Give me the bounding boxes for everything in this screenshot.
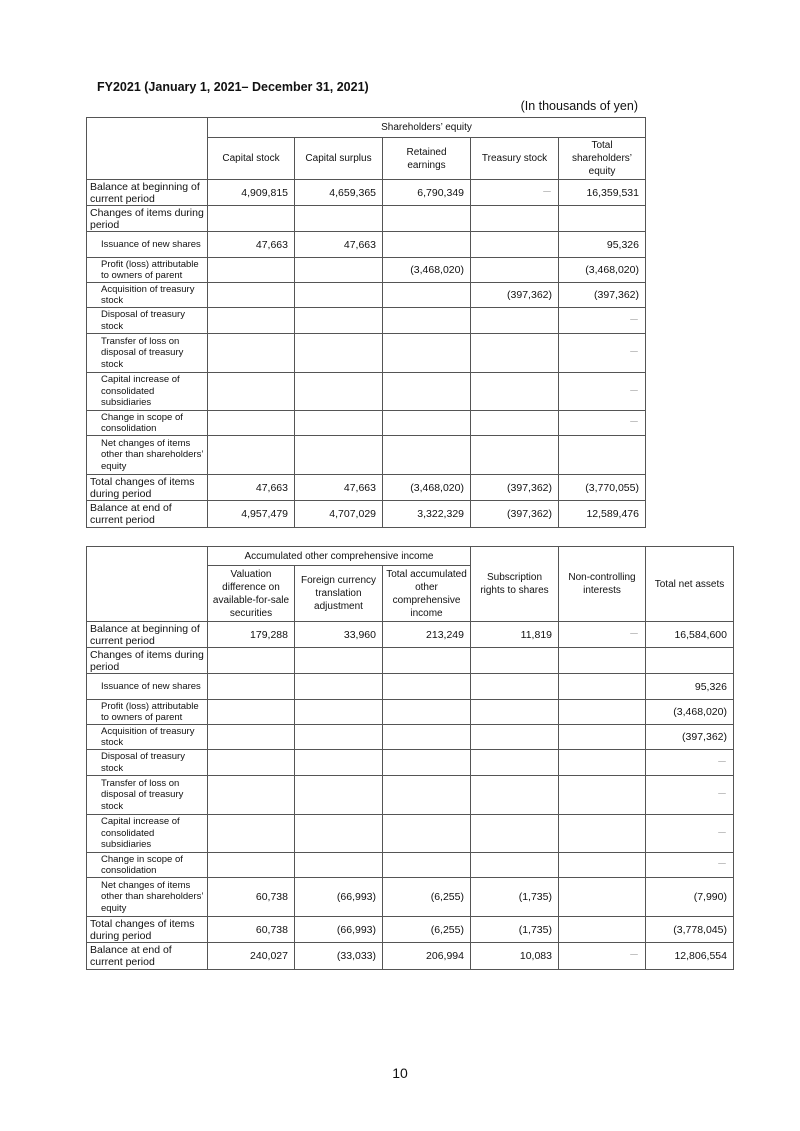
table-cell: － xyxy=(559,373,646,411)
table-cell xyxy=(208,206,295,232)
table-cell xyxy=(559,206,646,232)
table-cell: 33,960 xyxy=(295,622,383,648)
table-cell: － xyxy=(559,334,646,373)
column-header: Non-controlling interests xyxy=(559,547,646,622)
column-header: Treasury stock xyxy=(471,138,559,180)
table-row xyxy=(87,943,734,970)
table-cell: 95,326 xyxy=(646,674,734,700)
table-cell: 213,249 xyxy=(383,622,471,648)
row-label: Acquisition of treasury stock xyxy=(87,283,208,308)
table-cell xyxy=(295,648,383,674)
table-cell xyxy=(383,373,471,411)
column-header: Capital stock xyxy=(208,138,295,180)
unit-note: (In thousands of yen) xyxy=(520,99,638,113)
column-header: Capital surplus xyxy=(295,138,383,180)
table-row xyxy=(87,501,646,528)
table-cell xyxy=(295,334,383,373)
table-cell: 11,819 xyxy=(471,622,559,648)
corner-cell xyxy=(87,547,208,622)
table-cell xyxy=(208,436,295,475)
table-cell: － xyxy=(559,943,646,970)
table-cell xyxy=(471,815,559,853)
table-cell: (397,362) xyxy=(559,283,646,308)
table-row xyxy=(87,475,646,501)
table-row xyxy=(87,622,734,648)
table-cell: 240,027 xyxy=(208,943,295,970)
row-label: Balance at end of current period xyxy=(87,501,208,528)
table-cell xyxy=(471,436,559,475)
table-cell xyxy=(383,776,471,815)
table-cell: (66,993) xyxy=(295,878,383,917)
table-cell xyxy=(383,206,471,232)
table-cell xyxy=(295,206,383,232)
table-cell xyxy=(295,750,383,776)
row-label: Balance at end of current period xyxy=(87,943,208,970)
table-cell: 4,659,365 xyxy=(295,180,383,206)
table-row xyxy=(87,750,734,776)
table-cell xyxy=(208,725,295,750)
row-label: Acquisition of treasury stock xyxy=(87,725,208,750)
table-cell xyxy=(471,308,559,334)
table-cell xyxy=(471,674,559,700)
row-label: Issuance of new shares xyxy=(87,674,208,700)
table-cell xyxy=(208,373,295,411)
shareholders-equity-table xyxy=(86,117,646,528)
table-row xyxy=(87,674,734,700)
table-cell xyxy=(208,258,295,283)
table-cell: － xyxy=(646,815,734,853)
table-cell xyxy=(383,436,471,475)
table-cell: 12,589,476 xyxy=(559,501,646,528)
table-cell: 179,288 xyxy=(208,622,295,648)
table-cell: (3,468,020) xyxy=(559,258,646,283)
table-cell: (3,778,045) xyxy=(646,917,734,943)
table-cell xyxy=(383,815,471,853)
table-cell xyxy=(383,411,471,436)
table-row xyxy=(87,648,734,674)
table-cell xyxy=(295,776,383,815)
table-cell xyxy=(208,283,295,308)
column-header: Retained earnings xyxy=(383,138,471,180)
table-cell: (397,362) xyxy=(646,725,734,750)
row-label: Issuance of new shares xyxy=(87,232,208,258)
table-cell xyxy=(559,878,646,917)
table-cell xyxy=(208,308,295,334)
table-cell xyxy=(208,674,295,700)
table-cell xyxy=(295,815,383,853)
table-cell: (397,362) xyxy=(471,501,559,528)
row-label: Net changes of items other than shareholders’ equity xyxy=(87,878,208,917)
table-row xyxy=(87,258,646,283)
table-cell xyxy=(208,815,295,853)
table-row xyxy=(87,411,646,436)
row-label: Transfer of loss on disposal of treasury stock xyxy=(87,334,208,373)
table-cell: 4,909,815 xyxy=(208,180,295,206)
table-cell xyxy=(383,853,471,878)
row-label: Balance at beginning of current period xyxy=(87,622,208,648)
table-row xyxy=(87,725,734,750)
table-cell xyxy=(208,411,295,436)
table-cell xyxy=(559,436,646,475)
table-cell xyxy=(208,700,295,725)
table-cell xyxy=(559,776,646,815)
table-cell: (7,990) xyxy=(646,878,734,917)
row-label: Balance at beginning of current period xyxy=(87,180,208,206)
table-cell xyxy=(559,750,646,776)
group-header: Shareholders’ equity xyxy=(208,118,646,138)
row-label: Profit (loss) attributable to owners of parent xyxy=(87,258,208,283)
table-cell: － xyxy=(559,411,646,436)
table-cell xyxy=(295,283,383,308)
table-cell xyxy=(295,258,383,283)
table-cell: － xyxy=(559,622,646,648)
table-cell: (1,735) xyxy=(471,917,559,943)
table-cell xyxy=(295,411,383,436)
table-cell xyxy=(383,308,471,334)
table-cell: (397,362) xyxy=(471,475,559,501)
row-label: Change in scope of consolidation xyxy=(87,853,208,878)
table-cell: 60,738 xyxy=(208,878,295,917)
table-cell xyxy=(295,373,383,411)
table-row xyxy=(87,334,646,373)
table-cell xyxy=(559,648,646,674)
table-cell: (66,993) xyxy=(295,917,383,943)
table-cell xyxy=(295,436,383,475)
table-cell xyxy=(208,750,295,776)
row-label: Capital increase of consolidated subsidiaries xyxy=(87,373,208,411)
table-cell: － xyxy=(559,308,646,334)
table-cell: (1,735) xyxy=(471,878,559,917)
table-cell xyxy=(471,725,559,750)
comprehensive-income-table xyxy=(86,546,734,970)
table-row xyxy=(87,180,646,206)
page-number: 10 xyxy=(392,1065,408,1081)
table-cell: 6,790,349 xyxy=(383,180,471,206)
table-cell xyxy=(471,411,559,436)
table-cell xyxy=(295,308,383,334)
group-header-row xyxy=(87,547,734,566)
table-cell xyxy=(559,700,646,725)
table-cell xyxy=(208,334,295,373)
table-cell xyxy=(559,853,646,878)
table-row xyxy=(87,206,646,232)
table-cell: 47,663 xyxy=(295,475,383,501)
row-label: Transfer of loss on disposal of treasury stock xyxy=(87,776,208,815)
table-cell xyxy=(208,776,295,815)
column-header: Total net assets xyxy=(646,547,734,622)
table-row xyxy=(87,878,734,917)
table-cell xyxy=(208,648,295,674)
table-cell: － xyxy=(471,180,559,206)
row-label: Disposal of treasury stock xyxy=(87,750,208,776)
table-row xyxy=(87,232,646,258)
table-cell xyxy=(471,776,559,815)
table-row xyxy=(87,776,734,815)
table-cell: 10,083 xyxy=(471,943,559,970)
table-cell xyxy=(471,373,559,411)
table-cell: 95,326 xyxy=(559,232,646,258)
table-cell xyxy=(471,232,559,258)
table-cell: (3,468,020) xyxy=(646,700,734,725)
table-cell: － xyxy=(646,776,734,815)
table-cell xyxy=(559,725,646,750)
page-title: FY2021 (January 1, 2021– December 31, 2021) xyxy=(97,80,369,94)
table-cell: 16,359,531 xyxy=(559,180,646,206)
table-cell: 16,584,600 xyxy=(646,622,734,648)
table-cell: (6,255) xyxy=(383,917,471,943)
table-cell: － xyxy=(646,853,734,878)
column-header: Subscription rights to shares xyxy=(471,547,559,622)
table-cell xyxy=(383,283,471,308)
table-cell xyxy=(471,853,559,878)
table-row xyxy=(87,853,734,878)
group-header-row xyxy=(87,118,646,138)
table-cell: (33,033) xyxy=(295,943,383,970)
table-cell: (3,468,020) xyxy=(383,475,471,501)
table-cell xyxy=(383,725,471,750)
row-label: Total changes of items during period xyxy=(87,475,208,501)
table-cell: 206,994 xyxy=(383,943,471,970)
column-header: Total accumulated other comprehensive income xyxy=(383,566,471,622)
table-cell xyxy=(646,648,734,674)
table-cell xyxy=(383,700,471,725)
table-cell: (3,770,055) xyxy=(559,475,646,501)
table-cell xyxy=(208,853,295,878)
column-header: Valuation difference on available-for-sale securities xyxy=(208,566,295,622)
table-row xyxy=(87,700,734,725)
table-cell: (6,255) xyxy=(383,878,471,917)
row-label: Changes of items during period xyxy=(87,648,208,674)
corner-cell xyxy=(87,118,208,180)
table-cell: 47,663 xyxy=(208,475,295,501)
table-cell xyxy=(383,232,471,258)
table-cell xyxy=(471,206,559,232)
table-row xyxy=(87,436,646,475)
group-header: Accumulated other comprehensive income xyxy=(208,547,471,566)
table-cell xyxy=(383,674,471,700)
table-cell xyxy=(559,815,646,853)
table-cell xyxy=(295,853,383,878)
row-label: Capital increase of consolidated subsidiaries xyxy=(87,815,208,853)
table-cell: 47,663 xyxy=(208,232,295,258)
table-cell xyxy=(295,725,383,750)
table-cell xyxy=(383,750,471,776)
table-cell: 60,738 xyxy=(208,917,295,943)
table-cell: (397,362) xyxy=(471,283,559,308)
table-cell xyxy=(559,917,646,943)
column-header: Total shareholders’ equity xyxy=(559,138,646,180)
row-label: Changes of items during period xyxy=(87,206,208,232)
row-label: Profit (loss) attributable to owners of parent xyxy=(87,700,208,725)
table-cell xyxy=(471,750,559,776)
table-cell: 3,322,329 xyxy=(383,501,471,528)
column-header: Foreign currency translation adjustment xyxy=(295,566,383,622)
table-row xyxy=(87,373,646,411)
table-cell: 4,957,479 xyxy=(208,501,295,528)
row-label: Total changes of items during period xyxy=(87,917,208,943)
row-label: Disposal of treasury stock xyxy=(87,308,208,334)
table-cell xyxy=(471,648,559,674)
table-cell xyxy=(559,674,646,700)
table-cell: 47,663 xyxy=(295,232,383,258)
table-row xyxy=(87,815,734,853)
table-cell xyxy=(471,334,559,373)
table-cell: (3,468,020) xyxy=(383,258,471,283)
table-row xyxy=(87,308,646,334)
row-label: Net changes of items other than shareholders’ equity xyxy=(87,436,208,475)
table-cell xyxy=(383,648,471,674)
table-row xyxy=(87,917,734,943)
table-cell xyxy=(383,334,471,373)
table-cell: 4,707,029 xyxy=(295,501,383,528)
row-label: Change in scope of consolidation xyxy=(87,411,208,436)
table-cell xyxy=(295,674,383,700)
table-cell xyxy=(471,258,559,283)
table-cell xyxy=(471,700,559,725)
table-cell xyxy=(295,700,383,725)
table-cell: 12,806,554 xyxy=(646,943,734,970)
table-row xyxy=(87,283,646,308)
table-cell: － xyxy=(646,750,734,776)
